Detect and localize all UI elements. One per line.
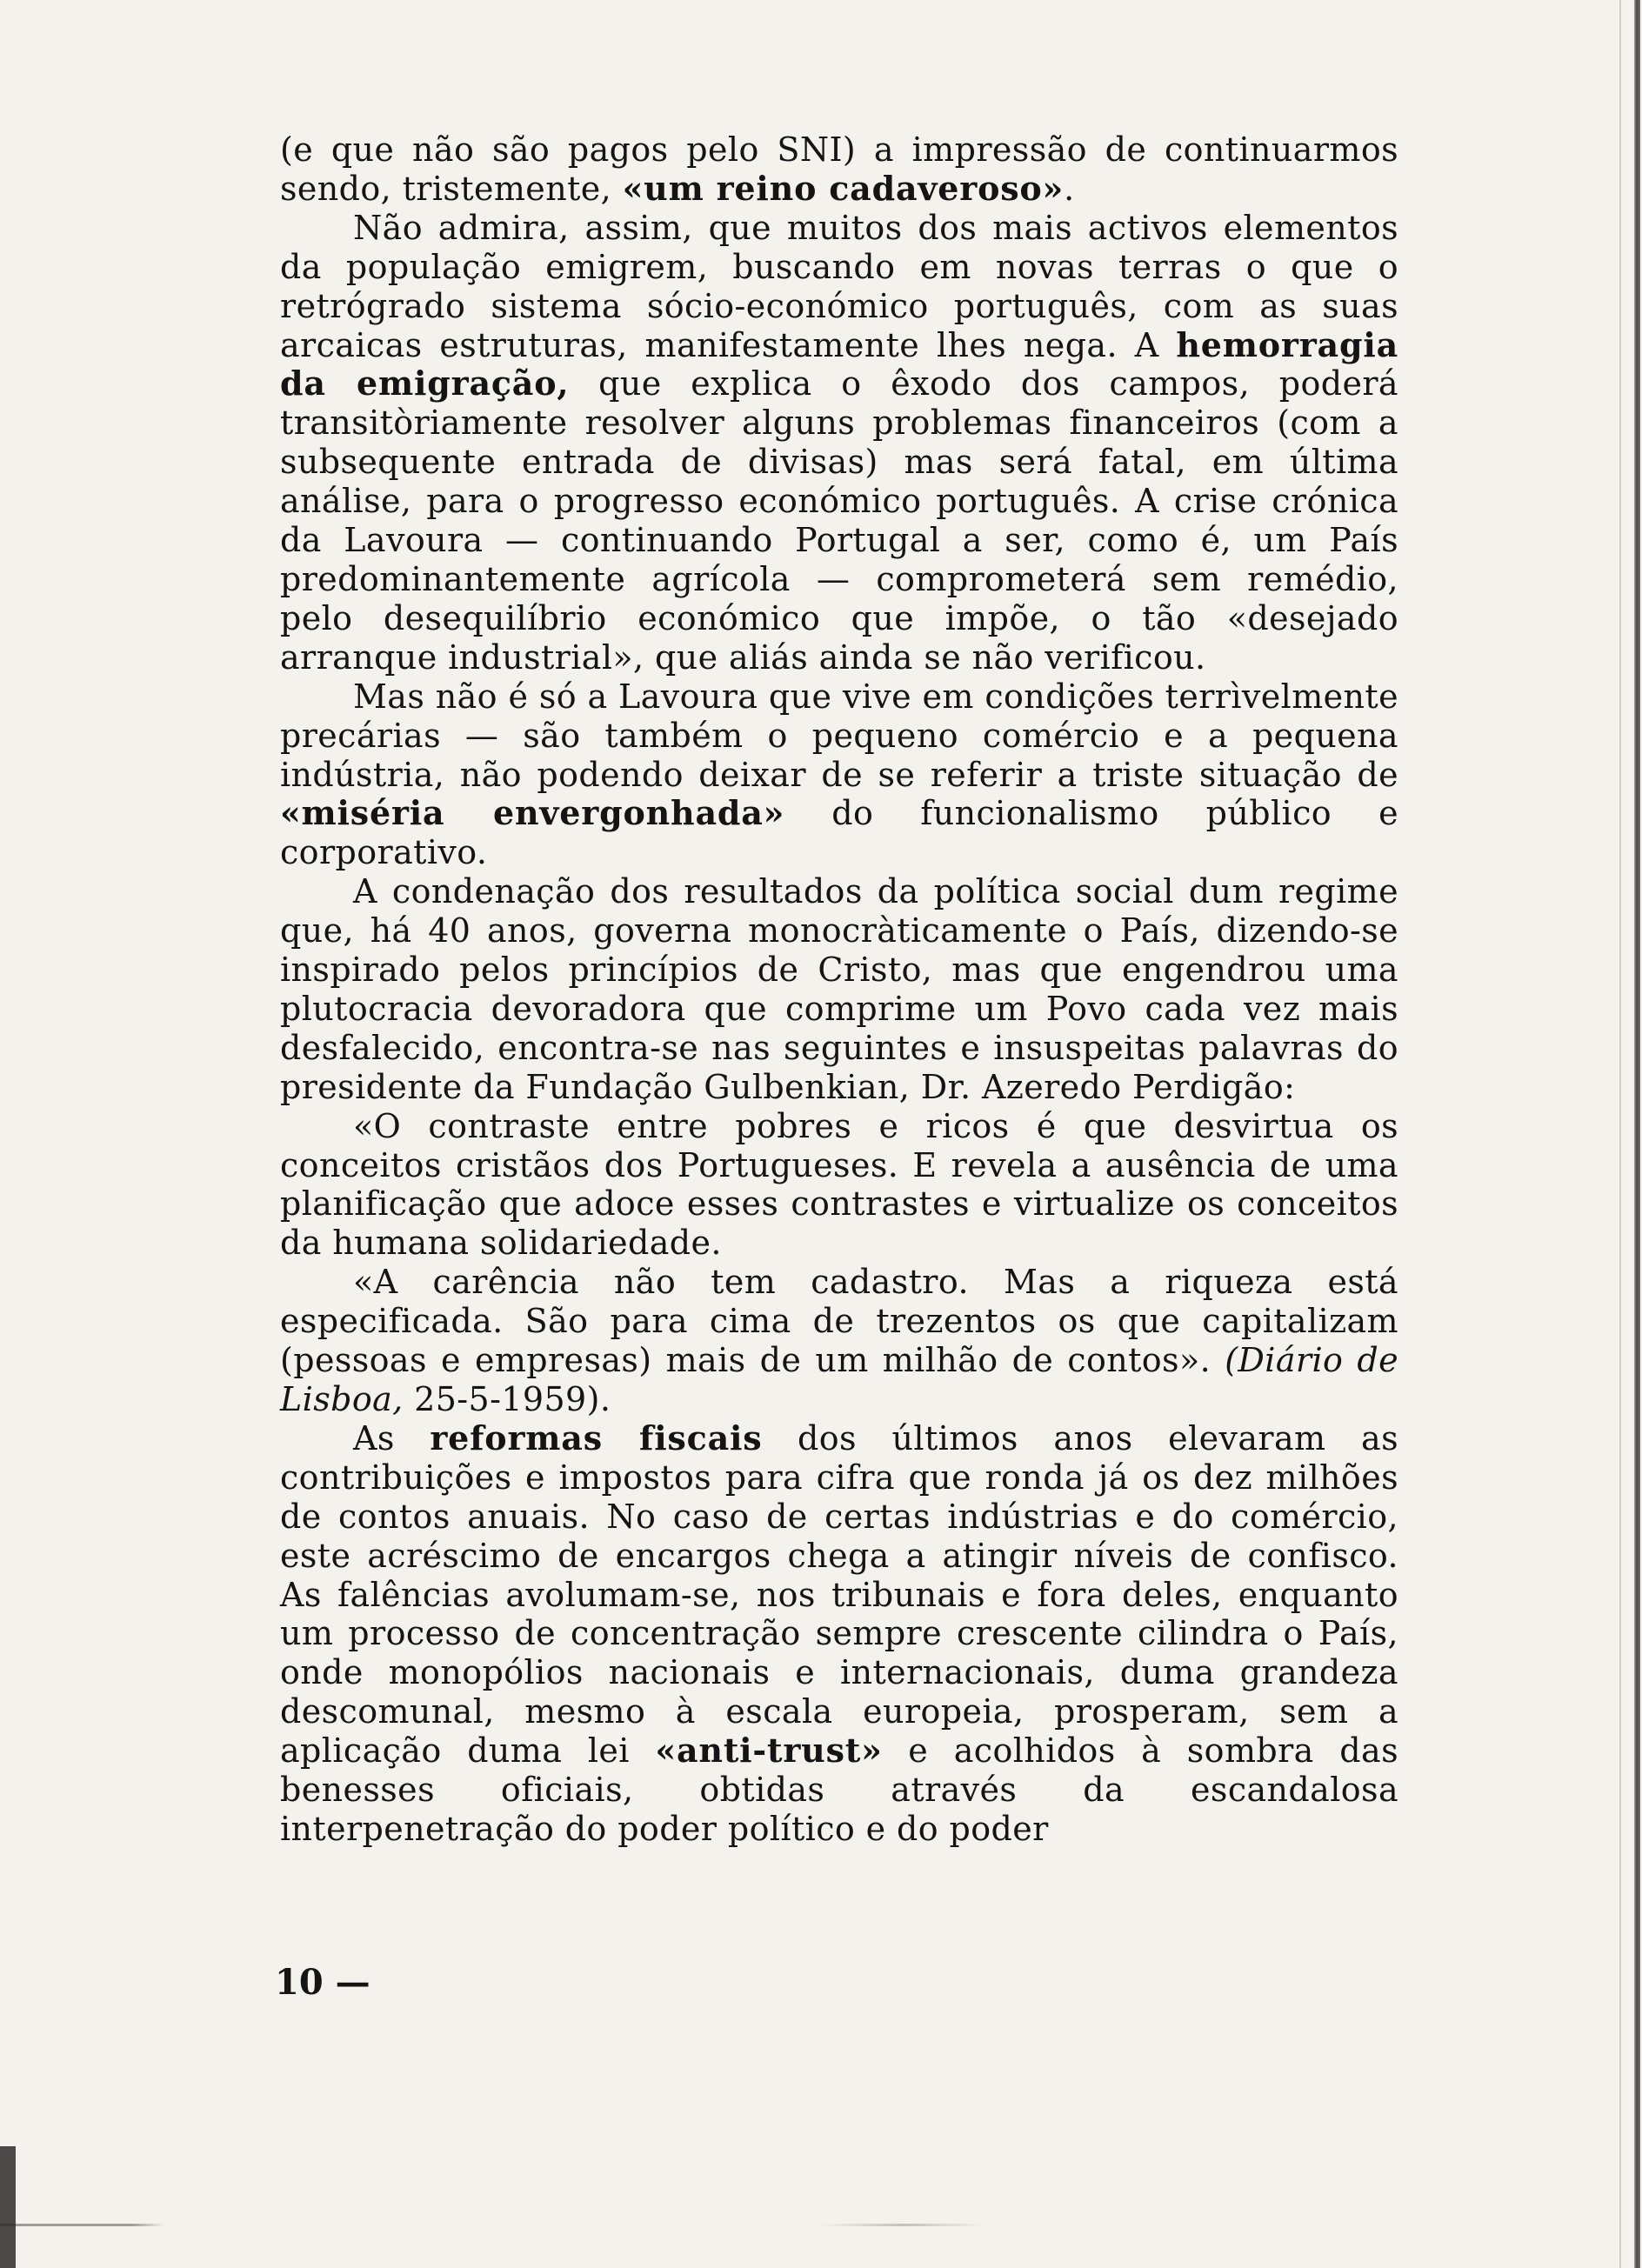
text-run: A condenação dos resultados da política social dum regime que, há 40 anos, governa monocràticamente o País, dizendo-se inspirado pelos princípios de Cristo, mas que engendrou uma plutocracia devoradora que comprime um Povo cada vez mais desfalecido, encontra-se nas seguintes e insuspeitas palavras do presidente da Fundação Gulbenkian, Dr. Azeredo Perdigão: — [280, 872, 1398, 1106]
bold-text-run: reformas fiscais — [430, 1418, 763, 1458]
text-run: «A carência não tem cadastro. Mas a riqueza está especificada. São para cima de trezentos os que capitalizam (pessoas e empresas) mais de um milhão de contos». — [280, 1263, 1398, 1380]
page-number: 10 — — [275, 1962, 370, 2003]
italic-text-run: (Diário de Lisboa, — [280, 1341, 1398, 1418]
bold-text-run: hemorragia da emigração, — [280, 324, 1398, 404]
text-run: As — [353, 1418, 431, 1458]
text-run: «O contraste entre pobres e ricos é que desvirtua os conceitos cristãos dos Portugueses. E revela a ausência de uma planificação que adoce esses contrastes e virtualize os conceitos da humana solidariedade. — [280, 1106, 1398, 1263]
text-run: que explica o êxodo dos campos, poderá transitòriamente resolver alguns problemas financeiros (com a subsequente entrada de divisas) mas será fatal, em última análise, para o progresso económico português. A crise crónica da Lavoura — continuando Portugal a ser, como é, um País predominantemente agrícola — comprometerá sem remédio, pelo desequilíbrio económico que impõe, o tão «desejado arranque industrial», que aliás ainda se não verificou. — [280, 364, 1398, 677]
bold-text-run: «anti-trust» — [655, 1731, 883, 1771]
scan-edge-right — [1634, 0, 1640, 2268]
text-run: dos últimos anos elevaram as contribuições e impostos para cifra que ronda já os dez milhões de contos anuais. No caso de certas indústrias e do comércio, este acréscimo de encargos chega a atingir níveis de confisco. As falências avolumam-se, nos tribunais e fora deles, enquanto um processo de concentração sempre crescente cilindra o País, onde monopólios nacionais e internacionais, duma grandeza descomunal, mesmo à escala europeia, prosperam, sem a aplicação duma lei — [280, 1418, 1398, 1771]
paragraph — [280, 1419, 1398, 1849]
paragraph — [280, 872, 1398, 1106]
scan-edge-left — [0, 2146, 16, 2268]
text-run: . — [1064, 169, 1075, 208]
text-run: 25-5-1959). — [403, 1380, 611, 1418]
text-run: Mas não é só a Lavoura que vive em condições terrìvelmente precárias — são também o pequeno comércio e a pequena indústria, não podendo deixar de se referir a triste situação de — [280, 677, 1398, 794]
text-run: Não admira, assim, que muitos dos mais activos elementos da população emigrem, buscando em novas terras o que o retrógrado sistema sócio-económico português, com as suas arcaicas estruturas, manifestamente lhes nega. A — [280, 208, 1398, 364]
quote-paragraph — [280, 1263, 1398, 1419]
page-body — [280, 130, 1398, 1849]
paragraph — [280, 677, 1398, 873]
quote-paragraph — [280, 1107, 1398, 1264]
bold-text-run: «miséria envergonhada» — [280, 793, 785, 833]
scan-edge-shadow — [1619, 0, 1621, 2268]
text-run: (e que não são pagos pelo SNI) a impressão de continuarmos sendo, tristemente, — [280, 130, 1398, 208]
paragraph — [280, 209, 1398, 677]
text-run: do funcionalismo público e corporativo. — [280, 794, 1398, 872]
bold-text-run: «um reino cadaveroso» — [622, 168, 1065, 208]
paragraph — [280, 130, 1398, 209]
scan-edge-bottom — [0, 2224, 1642, 2226]
text-run: e acolhidos à sombra das benesses oficiais, obtidas através da escandalosa interpenetração do poder político e do poder — [280, 1731, 1398, 1848]
